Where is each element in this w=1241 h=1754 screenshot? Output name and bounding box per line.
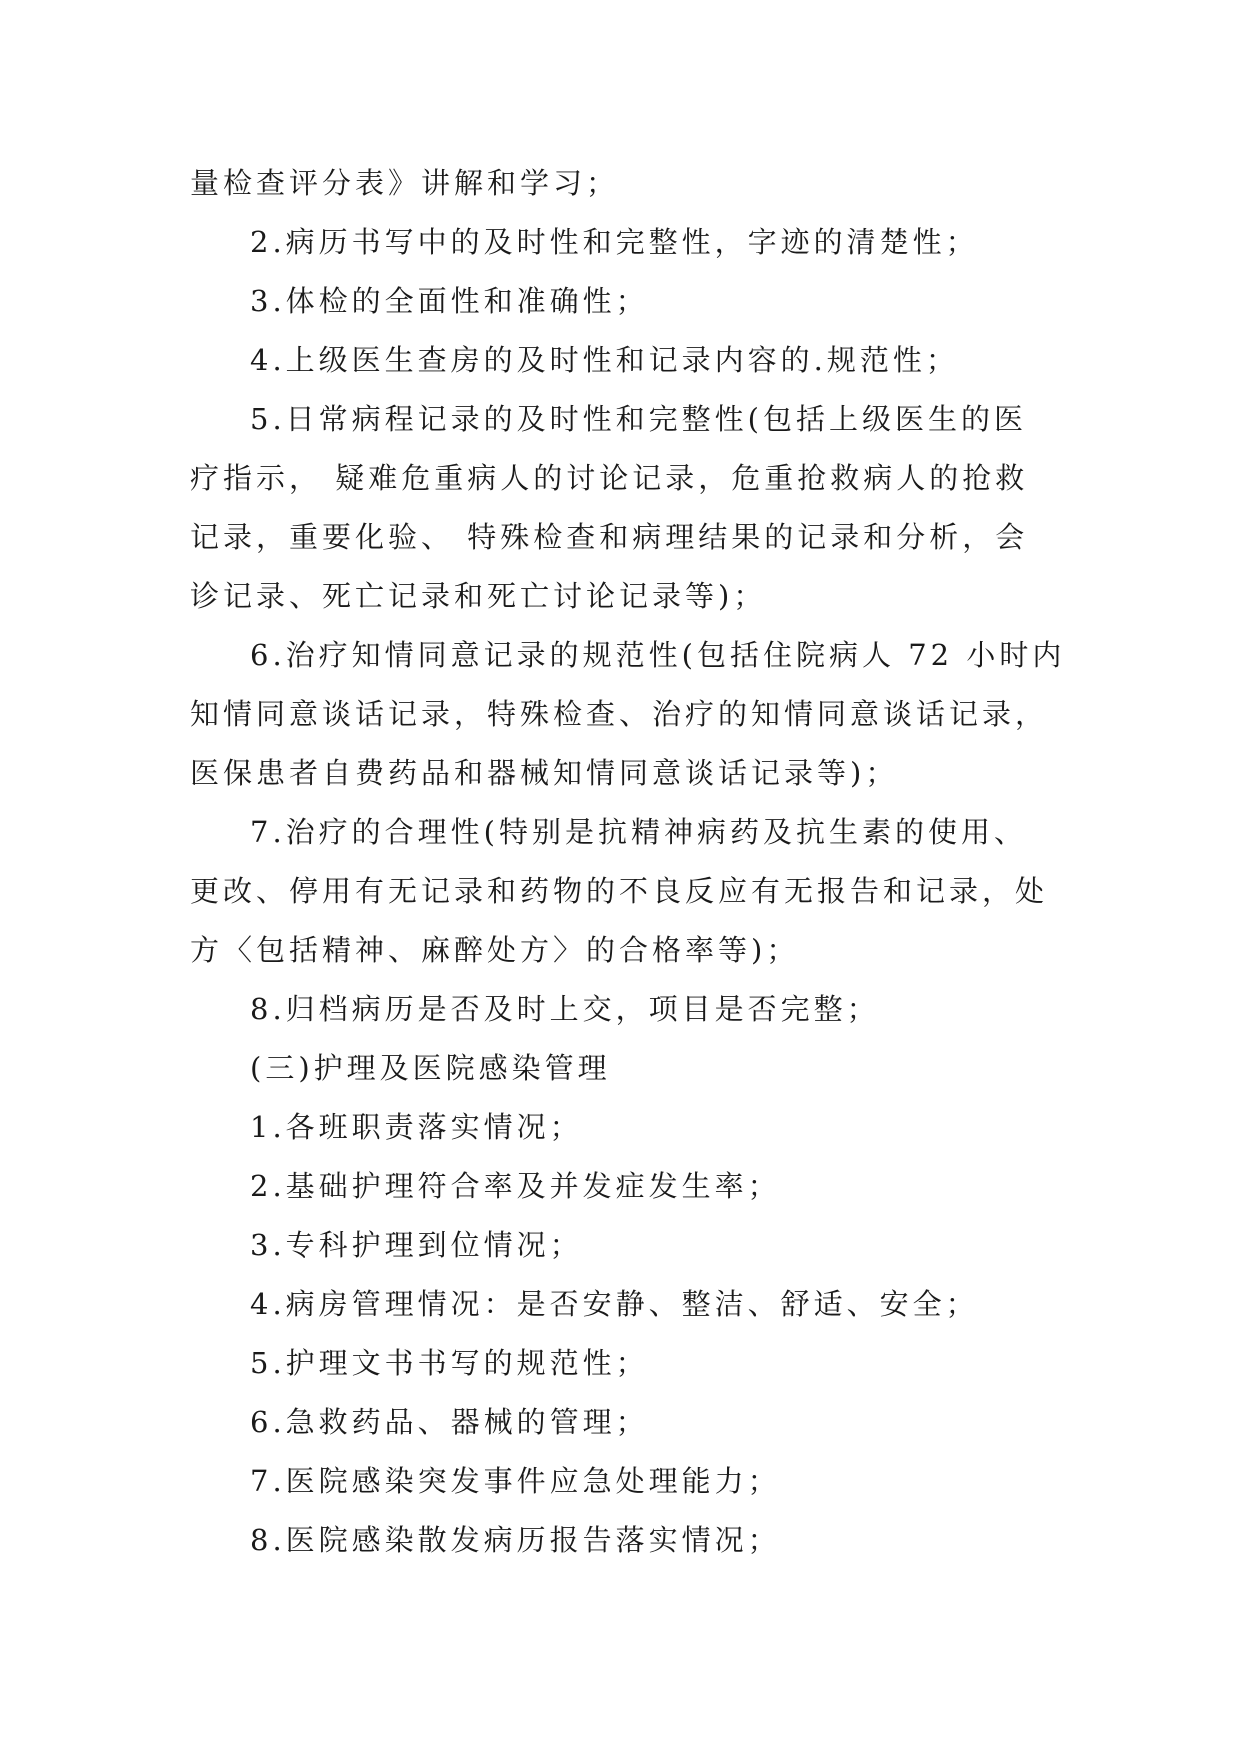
paragraph-line: 疗指示， 疑难危重病人的讨论记录，危重抢救病人的抢救 [190, 461, 1029, 495]
paragraph-line: 3.体检的全面性和准确性； [250, 284, 649, 318]
paragraph-line: 记录，重要化验、 特殊检查和病理结果的记录和分析，会 [190, 520, 1029, 554]
paragraph-line: 6.急救药品、器械的管理； [250, 1405, 649, 1439]
paragraph-line: 6.治疗知情同意记录的规范性(包括住院病人 72 小时内 [250, 638, 1066, 672]
paragraph-line: 5.护理文书书写的规范性； [250, 1346, 649, 1380]
paragraph-line: 7.医院感染突发事件应急处理能力； [250, 1464, 781, 1498]
document-body [190, 154, 1070, 1570]
paragraph-line: 2.基础护理符合率及并发症发生率； [250, 1169, 781, 1203]
section-heading: (三)护理及医院感染管理 [250, 1051, 611, 1085]
paragraph-line: 8.归档病历是否及时上交，项目是否完整； [250, 992, 880, 1026]
paragraph-line: 方〈包括精神、麻醉处方〉的合格率等)； [190, 933, 800, 967]
paragraph-line: 2.病历书写中的及时性和完整性，字迹的清楚性； [250, 225, 979, 259]
paragraph-line: 8.医院感染散发病历报告落实情况； [250, 1523, 781, 1557]
paragraph-line: 诊记录、死亡记录和死亡讨论记录等)； [190, 579, 767, 613]
paragraph-line: 3.专科护理到位情况； [250, 1228, 583, 1262]
paragraph-line: 1.各班职责落实情况； [250, 1110, 583, 1144]
paragraph-line: 医保患者自费药品和器械知情同意谈话记录等)； [190, 756, 899, 790]
paragraph-line: 4.病房管理情况：是否安静、整洁、舒适、安全； [250, 1287, 979, 1321]
paragraph-line: 更改、停用有无记录和药物的不良反应有无报告和记录，处 [190, 874, 1049, 908]
paragraph-line: 知情同意谈话记录，特殊检查、治疗的知情同意谈话记录， [190, 697, 1049, 731]
paragraph-line: 4.上级医生查房的及时性和记录内容的.规范性； [250, 343, 959, 377]
paragraph-line: 量检查评分表》讲解和学习； [190, 166, 620, 200]
paragraph-line: 5.日常病程记录的及时性和完整性(包括上级医生的医 [250, 402, 1027, 436]
paragraph-line: 7.治疗的合理性(特别是抗精神病药及抗生素的使用、 [250, 815, 1027, 849]
